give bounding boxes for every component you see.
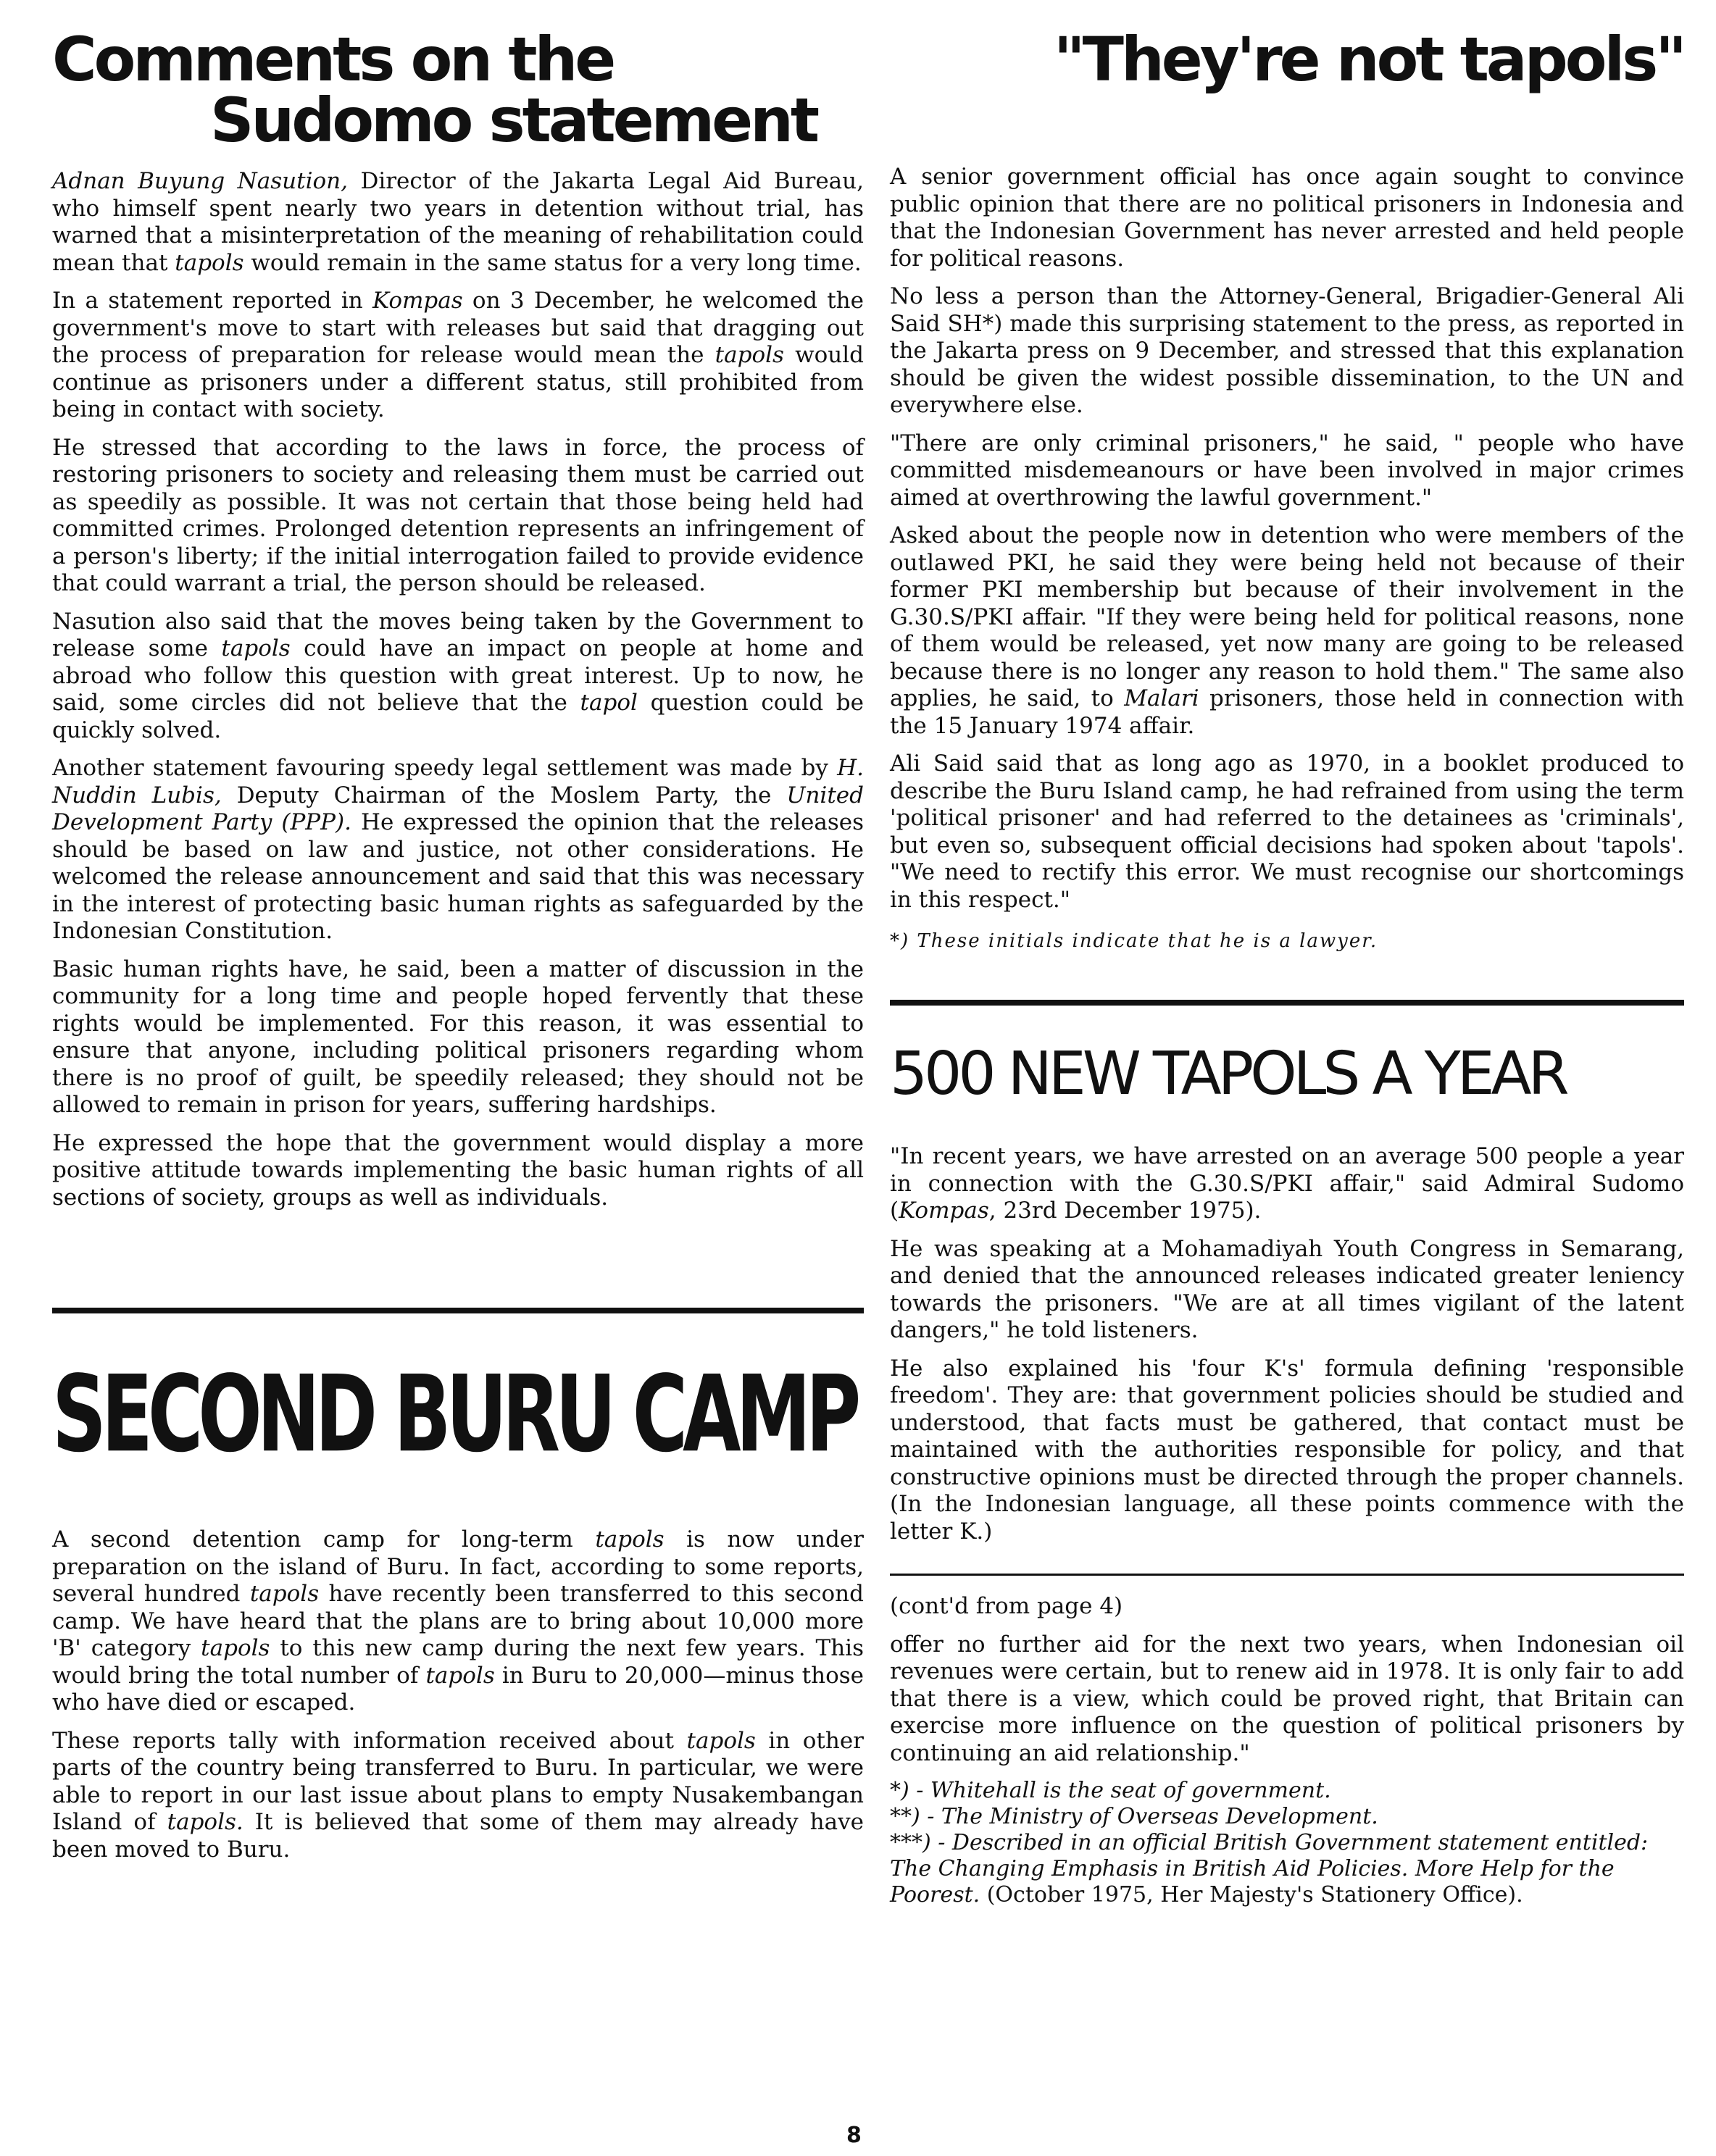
publication-name: Kompas [899,1198,989,1224]
paragraph: He expressed the hope that the government would display a more positive attitude towards implementing the basic human rights of all sections of society, groups as well as individuals. [52,1129,864,1211]
publication-name: Kompas [372,288,463,314]
term: tapol [580,690,638,716]
person-name: H. Nuddin Lubis, [52,755,864,808]
text-run: question could be quickly solved. [52,690,864,743]
text-run: These reports tally with information received about [52,1727,687,1754]
title-line-2: Sudomo statement [210,85,817,156]
article-500-new-tapols [890,1040,1684,1545]
term: tapols [425,1662,495,1689]
footnote: *) - Whitehall is the seat of government. [890,1778,1331,1803]
text-run: in Buru to 20,000—minus those who have died or escaped. [52,1662,864,1716]
page-number: 8 [846,2123,862,2148]
left-column [52,24,865,1874]
term: tapols [686,1727,756,1754]
text-run: Nasution also said that the moves being taken by the Government to release some [52,608,864,661]
paragraph [52,755,864,945]
paragraph [890,1143,1684,1225]
term: tapols [175,249,244,276]
text-run: to this new camp during the next few years. This would bring the total number of [52,1635,865,1689]
text-run: have recently been transferred to this second camp. We have heard that the plans are to bring about 10,000 more 'B' category [52,1581,864,1661]
text-run: (October 1975, Her Majesty's Stationery Office). [980,1882,1523,1908]
article-second-buru-camp [52,1352,865,1863]
text-run: is now under preparation on the island of Buru. In fact, according to some reports, several hundred [52,1526,864,1607]
footnote-lawyer: *) These initials indicate that he is a lawyer. [890,930,1378,952]
article-comments [52,24,864,1211]
text-run: in other parts of the country being transferred to Buru. In particular, we were able to report in our last issue about plans to empty Nusakembangan Island of [52,1727,864,1835]
term: tapols [221,635,291,661]
footnote: **) - The Ministry of Overseas Development. [890,1804,1378,1829]
article-title-second-buru-camp: SECOND BURU CAMP [52,1352,857,1476]
paragraph [52,168,864,277]
article-title-theyre-not-tapols: "They're not tapols" [1053,24,1684,95]
paragraph: He also explained his 'four K's' formula defining 'responsible freedom'. They are: that government policies should be studied and understood, that facts must be gathered, that contact must be maintained with the authorities responsible for policy, and that constructive opinions must be directed through the proper channels. (In the Indonesian language, all these points commence with the letter K.) [890,1355,1684,1545]
paragraph: Ali Said said that as long ago as 1970, in a booklet produced to describe the Buru Island camp, he had refrained from using the term 'political prisoner' and had referred to the detainees as 'criminals', but even so, subsequent official decisions had spoken about 'tapols'. "We need to rectify this error. We must recognise our shortcomings in this respect." [890,751,1684,913]
paragraph [890,522,1684,740]
term: tapols [595,1526,665,1553]
paragraph [52,288,864,424]
paragraph: He stressed that according to the laws in force, the process of restoring prisoners to society and releasing them must be carried out as speedily as possible. It was not certain that those being held had committed crimes. Prolonged detention represents an infringement of a person's liberty; if the initial interrogation failed to provide evidence that could warrant a trial, the person should be released. [52,434,864,596]
text-run: on 3 December, he welcomed the government's move to start with releases but said that dragging out the process of preparation for release would mean the [52,288,864,368]
term: tapols. [167,1809,243,1835]
text-run: could have an impact on people at home and abroad who follow this question with great interest. Up to now, he said, some circles did not believe that the [52,635,864,716]
paragraph: offer no further aid for the next two years, when Indonesian oil revenues were certain, but to renew aid in 1978. It is only fair to add that there is a view, which could be proved right, that Britain can exercise more influence on the question of political prisoners by continuing an aid relationship." [890,1631,1684,1766]
paragraph [52,1526,864,1717]
paragraph [52,1728,864,1864]
text-run: In a statement reported in [52,288,372,314]
text-run: Director of the Jakarta Legal Aid Bureau, who himself spent nearly two years in detention without trial, has warned that a misinterpretation of the meaning of rehabilitation could mean that [52,168,864,276]
paragraph: He was speaking at a Mohamadiyah Youth Congress in Semarang, and denied that the announced releases indicated greater leniency towards the prisoners. "We are at all times vigilant of the latent dangers," he told listeners. [890,1235,1684,1343]
term: tapols [715,342,784,368]
footnote [890,1830,1684,1908]
text-run: , 23rd December 1975). [988,1198,1262,1224]
text-run: "In recent years, we have arrested on an average 500 people a year in connection with the G.30.S/PKI affair," said Admiral Sudomo ( [890,1143,1684,1224]
person-name: Adnan Buyung Nasution, [52,168,348,194]
section-divider [52,1308,864,1313]
text-run: Another statement favouring speedy legal settlement was made by [52,755,838,781]
text-run: would remain in the same status for a very long time. [243,249,862,276]
text-run: He expressed the opinion that the releases should be based on law and justice, not other considerations. He welcomed the release announcement and said that this was necessary in the interest of protecting basic human rights as safeguarded by the Indonesian Constitution. [52,809,864,944]
title-line-1: Comments on the [52,24,614,95]
article-title-500-new-tapols: 500 NEW TAPOLS A YEAR [890,1040,1566,1108]
text-run: prisoners, those held in connection with the 15 January 1974 affair. [890,685,1684,739]
term: Malari [1124,685,1199,711]
party-name: United Development Party (PPP). [52,782,864,835]
term: tapols [249,1581,320,1607]
section-divider [890,1000,1684,1006]
term: tapols [201,1635,270,1661]
text-run: A second detention camp for long-term [52,1526,596,1553]
paragraph [52,609,864,745]
article-title-comments [52,24,864,156]
continued-label: (cont'd from page 4) [890,1593,1123,1619]
paragraph: "There are only criminal prisoners," he said, " people who have committed misdemeanours or have been involved in major crimes aimed at overthrowing the lawful government." [890,430,1684,511]
paragraph: No less a person than the Attorney-General, Brigadier-General Ali Said SH*) made this surprising statement to the press, as reported in the Jakarta press on 9 December, and stressed that this explanation should be given the widest possible dissemination, to the UN and everywhere else. [890,283,1684,418]
paragraph: Basic human rights have, he said, been a matter of discussion in the community for a long time and people hoped fervently that these rights would be implemented. For this reason, it was essential to ensure that anyone, including political prisoners regarding whom there is no proof of guilt, be speedily released; they should not be allowed to remain in prison for years, suffering hardships. [52,956,864,1118]
article-theyre-not-tapols [890,24,1684,952]
text-run: ***) - Described in an official British Government statement entitled: The Changing Emphasis in British Aid Policies. More Help for the Poorest. [890,1830,1649,1908]
paragraph: A senior government official has once again sought to convince public opinion that there are no political prisoners in Indonesia and that the Indonesian Government has never arrested and held people for political reasons. [890,164,1684,272]
text-run: It is believed that some of them may already have been moved to Buru. [52,1809,864,1863]
text-run: Deputy Chairman of the Moslem Party, the [221,782,787,808]
text-run: Asked about the people now in detention who were members of the outlawed PKI, he said they were being held not because of their former PKI membership but because of their involvement in the G.30.S/PKI affair. "If they were being held for political reasons, none of them would be released, yet now many are going to be released because there is no longer any reason to hold them." The same also applies, he said, to [890,522,1684,711]
right-column [890,24,1684,1908]
continued-article [890,1593,1684,1908]
text-run: would continue as prisoners under a different status, still prohibited from being in contact with society. [52,342,864,422]
